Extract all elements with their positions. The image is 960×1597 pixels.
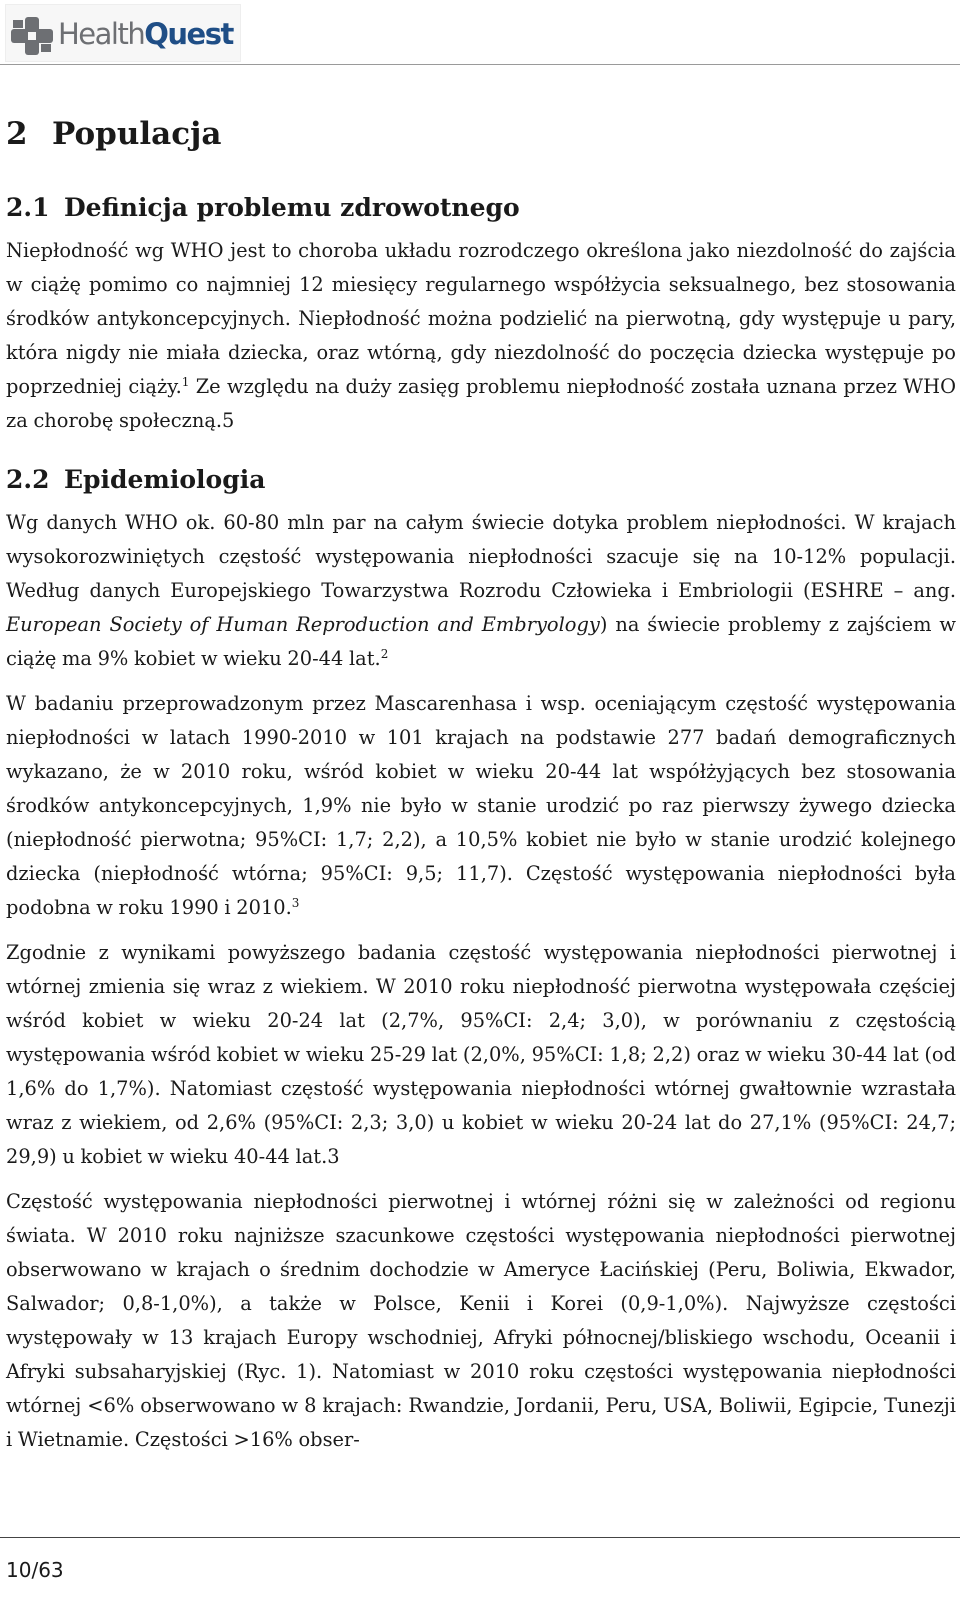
subsection-title: Definicja problemu zdrowotnego [64,193,520,222]
page-number: 10/63 [6,1558,64,1582]
section-heading [6,110,956,158]
subsection-heading-2-2 [6,460,956,500]
footnote-ref[interactable]: 1 [181,375,190,389]
logo-wordmark-quest: Quest [144,17,233,51]
epidemiology-paragraph-4 [6,1185,956,1457]
subsection-number: 2.1 [6,193,50,222]
section-title: Populacja [52,116,222,152]
definition-paragraph [6,234,956,438]
healthquest-logo [5,4,241,62]
footnote-ref[interactable]: 3 [291,896,300,910]
footnote-ref[interactable]: 2 [380,647,389,661]
healthquest-cross-icon [11,17,53,55]
paragraph-text: Częstość występowania niepłodności pierwotnej i wtórnej różni się w zależności od regionu świata. W 2010 roku najniższe szacunkowe częstości występowania niepłodności pierwotnej obserwowano w krajach o średnim dochodzie w Ameryce Łacińskiej (Peru, Boliwia, Ekwador, Salwador; 0,8-1,0%), a także w Polsce, Kenii i Korei (0,9-1,0%). Najwyższe częstości występowały w 13 krajach Europy wschodniej, Afryki północnej/bliskiego wschodu, Oceanii i Afryki subsaharyjskiej (Ryc. 1). Natomiast w 2010 roku częstości występowania niepłodności wtórnej <6% obserwowano w 8 krajach: Rwandzie, Jordanii, Peru, USA, Boliwii, Egipcie, Tunezji i Wietnamie. Częstości >16% obser- [6,1190,956,1451]
logo-wordmark-health: Health [58,17,145,51]
subsection-number: 2.2 [6,465,50,494]
paragraph-text: Zgodnie z wynikami powyższego badania częstość występowania niepłodności pierwotnej i wtórnej zmienia się wraz z wiekiem. W 2010 roku niepłodność pierwotna występowała częściej wśród kobiet w wieku 20-24 lat (2,7%, 95%CI: 2,4; 3,0), w porównaniu z częstością występowania wśród kobiet w wieku 25-29 lat (2,0%, 95%CI: 1,8; 2,2) oraz w wieku 30-44 lat (od 1,6% do 1,7%). Natomiast częstość występowania niepłodności wtórnej gwałtownie wzrastała wraz z wiekiem, od 2,6% (95%CI: 2,3; 3,0) u kobiet w wieku 20-24 lat do 27,1% (95%CI: 24,7; 29,9) u kobiet w wieku 40-44 lat.3 [6,941,956,1168]
header-divider [0,64,960,65]
logo-wordmark [58,16,233,52]
page-content [6,110,956,1457]
paragraph-text: Niepłodność wg WHO jest to choroba układu rozrodczego określona jako niezdolność do zajścia w ciążę pomimo co najmniej 12 miesięcy regularnego współżycia seksualnego, bez stosowania środków antykoncepcyjnych. Niepłodność można podzielić na pierwotną, gdy występuje u pary, która nigdy nie miała dziecka, oraz wtórną, gdy niezdolność do poczęcia dziecka występuje po poprzedniej ciąży. [6,239,956,398]
epidemiology-paragraph-3 [6,936,956,1174]
subsection-heading-2-1 [6,188,956,228]
paragraph-text: Ze względu na duży zasięg problemu niepłodność została uznana przez WHO za chorobę społeczną.5 [6,375,956,432]
subsection-title: Epidemiologia [64,465,266,494]
page-header [0,0,960,66]
section-number: 2 [6,116,28,152]
paragraph-text: Wg danych WHO ok. 60-80 mln par na całym świecie dotyka problem niepłodności. W krajach wysokorozwiniętych częstość występowania niepłodności szacuje się na 10-12% populacji. Według danych Europejskiego Towarzystwa Rozrodu Człowieka i Embriologii (ESHRE – ang. [6,511,956,602]
paragraph-text: ) na świecie problemy z zajściem w ciążę ma 9% kobiet w wieku 20-44 lat. [6,613,956,670]
epidemiology-paragraph-2 [6,687,956,925]
epidemiology-paragraph-1 [6,506,956,676]
footer-divider [0,1537,960,1538]
paragraph-italic-text: European Society of Human Reproduction and Embryology [6,613,600,636]
paragraph-text: W badaniu przeprowadzonym przez Mascarenhasa i wsp. oceniającym częstość występowania niepłodności w latach 1990-2010 w 101 krajach na podstawie 277 badań demograficznych wykazano, że w 2010 roku, wśród kobiet w wieku 20-44 lat współżyjących bez stosowania środków antykoncepcyjnych, 1,9% nie było w stanie urodzić po raz pierwszy żywego dziecka (niepłodność pierwotna; 95%CI: 1,7; 2,2), a 10,5% kobiet nie było w stanie urodzić kolejnego dziecka (niepłodność wtórna; 95%CI: 9,5; 11,7). Częstość występowania niepłodności była podobna w roku 1990 i 2010. [6,692,956,919]
